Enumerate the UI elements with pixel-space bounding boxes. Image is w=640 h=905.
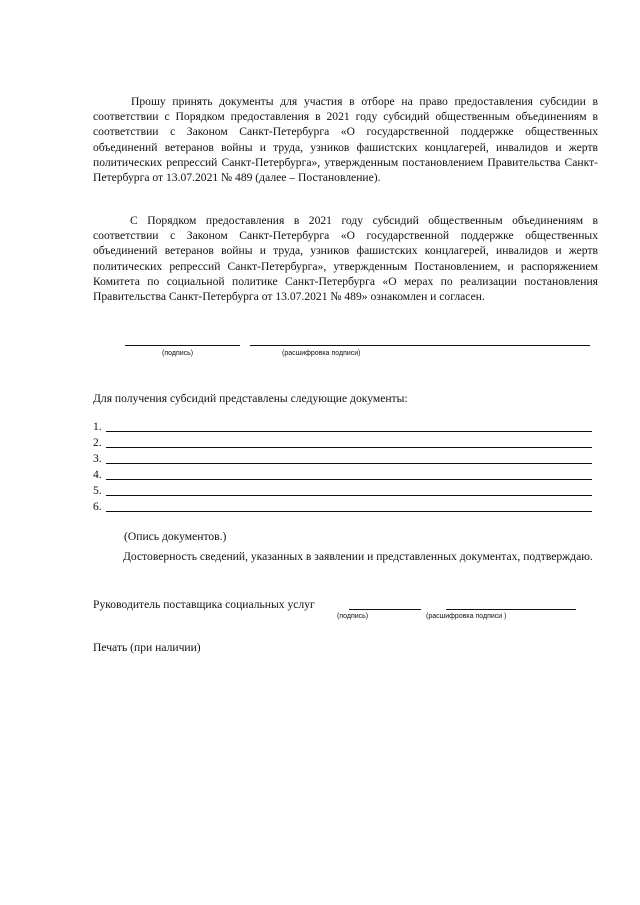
signature-decryption-caption: (расшифровка подписи) (282, 350, 361, 357)
seal-note: Печать (при наличии) (93, 641, 201, 654)
signature-decryption-line (250, 345, 590, 346)
document-list-item (93, 483, 598, 499)
document-list-line (106, 511, 592, 512)
document-list-line (106, 463, 592, 464)
request-paragraph: Прошу принять документы для участия в отборе на право предоставления субсидии в соответствии с Порядком предоставления в 2021 году субсидий общественным объединениям в соответствии с Законом Санкт-Петербурга «О государственной поддержке общественных объединений ветеранов войны и труда, узников фашистских концлагерей, инвалидов и жертв политических репрессий Санкт-Петербурга», утвержденным постановлением Правительства Санкт-Петербурга от 13.07.2021 № 489 (далее – Постановление). (93, 95, 598, 185)
document-list-number: 3. (93, 452, 102, 465)
document-list-number: 2. (93, 436, 102, 449)
signature-caption: (подпись) (162, 350, 194, 357)
acknowledgement-paragraph: С Порядком предоставления в 2021 году субсидий общественным объединениям в соответствии с Законом Санкт-Петербурга «О государственной поддержке общественных объединений ветеранов войны и труда, узников фашистских концлагерей, инвалидов и жертв политических репрессий Санкт-Петербурга», утвержденным Постановлением, и распоряжением Комитета по социальной политике Санкт-Петербурга «О мерах по реализации постановления Правительства Санкт-Петербурга от 13.07.2021 № 489» ознакомлен и согласен. (93, 214, 598, 304)
documents-intro: Для получения субсидий представлены следующие документы: (93, 392, 408, 405)
inventory-note: (Опись документов.) (124, 530, 227, 543)
document-list-line (106, 495, 592, 496)
manager-decryption-line (446, 609, 576, 610)
document-list-item (93, 499, 598, 515)
manager-decryption-caption: (расшифровка подписи ) (426, 613, 507, 620)
document-list-number: 1. (93, 420, 102, 433)
manager-signature-line (349, 609, 421, 610)
manager-signature-label: Руководитель поставщика социальных услуг (93, 598, 315, 611)
confirmation-paragraph: Достоверность сведений, указанных в заявлении и представленных документах, подтверждаю. (123, 550, 593, 563)
document-list-number: 4. (93, 468, 102, 481)
signature-line (125, 345, 240, 346)
document-list-number: 5. (93, 484, 102, 497)
document-list-item (93, 467, 598, 483)
manager-signature-caption: (подпись) (337, 613, 369, 620)
document-list-item (93, 451, 598, 467)
document-list-line (106, 431, 592, 432)
document-list-number: 6. (93, 500, 102, 513)
document-list-line (106, 479, 592, 480)
document-list-item (93, 419, 598, 435)
document-list-item (93, 435, 598, 451)
document-list-line (106, 447, 592, 448)
document-list (93, 419, 598, 515)
